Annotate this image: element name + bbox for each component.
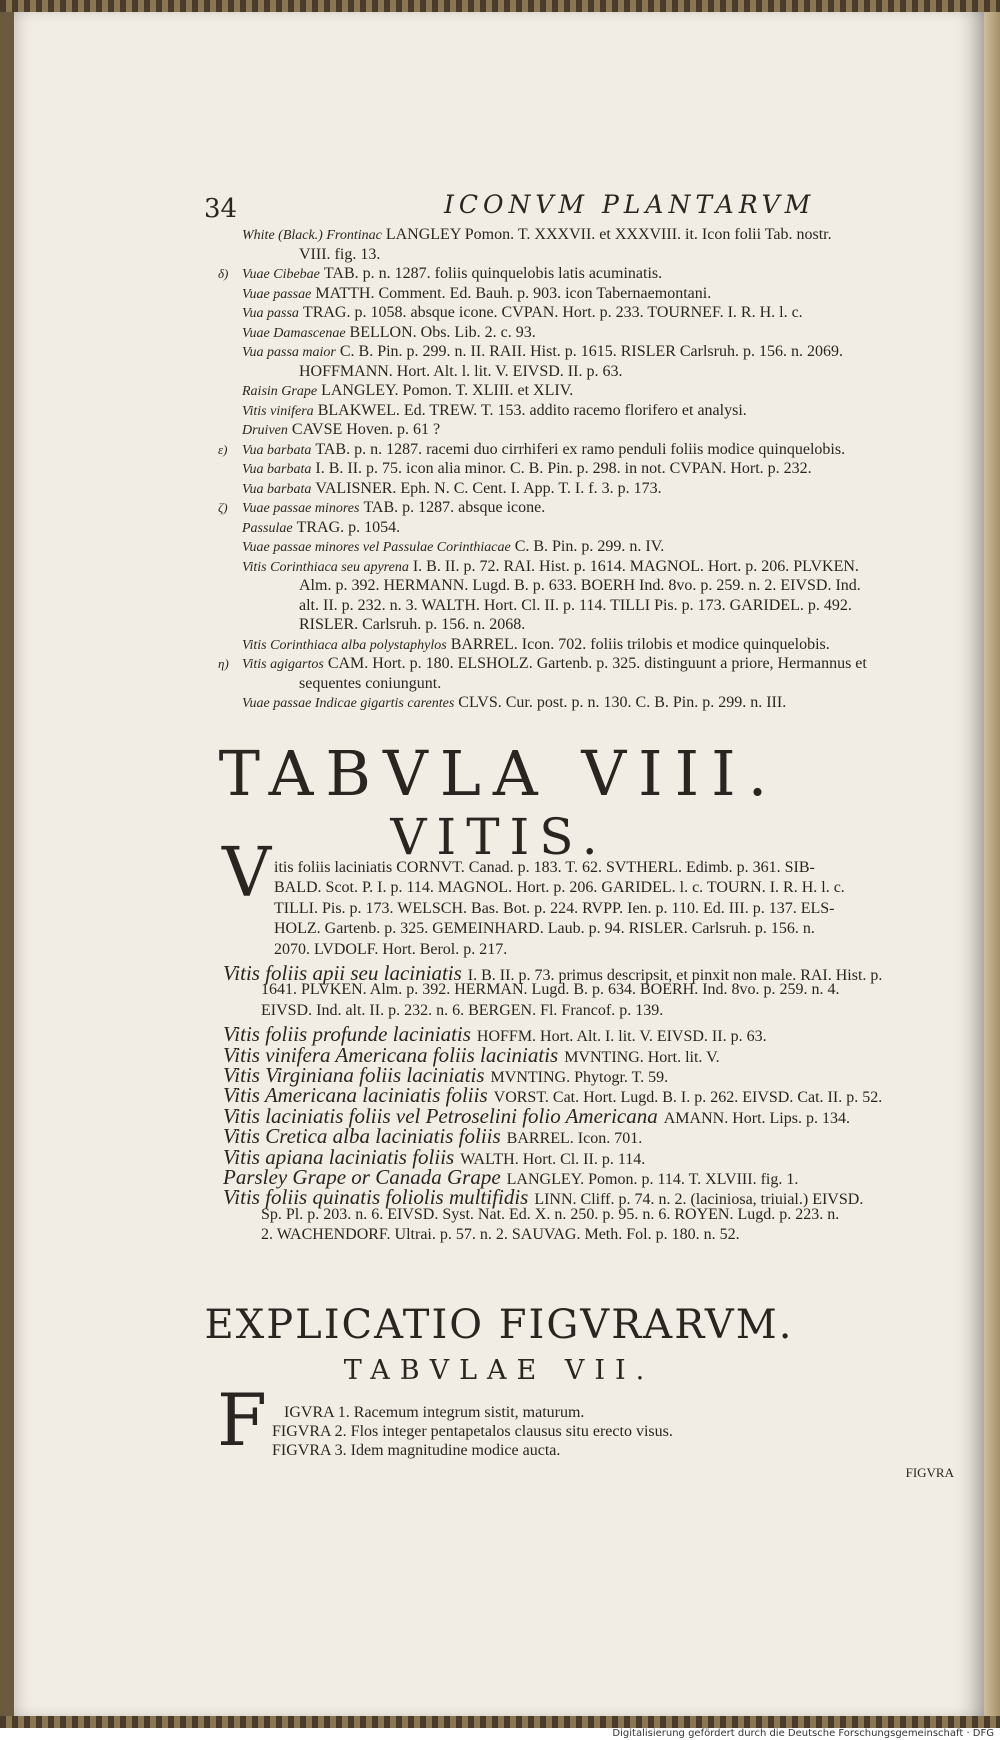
variety-name: Raisin Grape <box>242 384 318 399</box>
running-head: ICONVM PLANTARVM <box>444 190 816 219</box>
reference-line <box>242 420 440 440</box>
synonym-line <box>274 920 815 938</box>
synonym-line <box>274 859 815 877</box>
reference-line <box>242 401 747 421</box>
citation-text: LANGLEY. Pomon. T. XLIII. et XLIV. <box>321 382 574 399</box>
reference-line <box>242 381 573 401</box>
synonym-citation: HOLZ. Gartenb. p. 325. GEMEINHARD. Laub. p. 94. RISLER. Carlsruh. p. 156. n. <box>274 920 815 938</box>
citation-text: HOFFMANN. Hort. Alt. l. lit. V. EIVSD. II. p. 63. <box>299 362 623 380</box>
reference-line <box>218 264 663 284</box>
greek-marker: ε) <box>218 441 228 457</box>
variety-name: Vua barbata <box>242 442 312 458</box>
reference-line <box>242 459 812 479</box>
synonym-name: Vitis Virginiana foliis laciniatis <box>223 1063 485 1087</box>
citation-text: BELLON. Obs. Lib. 2. c. 93. <box>349 323 536 341</box>
reference-line <box>218 440 846 460</box>
citation-text: Alm. p. 392. HERMANN. Lugd. B. p. 633. BOERH Ind. 8vo. p. 259. n. 2. EIVSD. Ind. <box>299 577 861 594</box>
synonym-name: Vitis foliis quinatis foliolis multifidis <box>223 1185 529 1210</box>
synonym-line <box>261 1226 740 1244</box>
reference-line <box>299 615 525 634</box>
tabula-title: TABVLA VIII. <box>218 737 780 810</box>
citation-text: LANGLEY Pomon. T. XXXVII. et XXXVIII. it. Icon folii Tab. nostr. <box>385 226 832 243</box>
synonym-citation: HOFFM. Hort. Alt. I. lit. V. EIVSD. II. p. 63. <box>476 1028 767 1046</box>
synonym-citation: 2070. LVDOLF. Hort. Berol. p. 217. <box>274 940 508 958</box>
reference-line <box>242 518 400 538</box>
digitization-footer: Digitalisierung gefördert durch die Deutsche Forschungsgemeinschaft · DFG <box>0 1728 1000 1740</box>
citation-text: BARREL. Icon. 702. foliis trilobis et modice quinquelobis. <box>450 635 830 653</box>
synonym-citation: AMANN. Hort. Lips. p. 134. <box>663 1109 850 1127</box>
reference-line <box>218 654 867 674</box>
synonym-citation: BARREL. Icon. 701. <box>506 1130 643 1148</box>
variety-name: White (Black.) Frontinac <box>242 228 382 243</box>
reference-line <box>242 225 832 245</box>
figure-caption-3: FIGVRA 3. Idem magnitudine modice aucta. <box>272 1442 561 1459</box>
synonym-line <box>274 900 834 918</box>
citation-text: CAM. Hort. p. 180. ELSHOLZ. Gartenb. p. 325. distinguunt a priore, Hermannus et <box>327 655 867 672</box>
variety-name: Vuae passae minores vel Passulae Corinthiacae <box>242 540 511 555</box>
variety-name: Vua barbata <box>242 481 312 497</box>
citation-text: I. B. II. p. 72. RAI. Hist. p. 1614. MAGNOL. Hort. p. 206. PLVKEN. <box>412 557 859 575</box>
book-page <box>14 12 984 1716</box>
synonym-line <box>261 981 840 999</box>
reference-line <box>242 323 536 343</box>
synonym-citation: MVNTING. Phytogr. T. 59. <box>490 1069 669 1086</box>
synonym-line <box>274 879 845 897</box>
greek-marker: ζ) <box>218 500 228 515</box>
reference-line <box>299 362 622 381</box>
synonym-citation: 1641. PLVKEN. Alm. p. 392. HERMAN. Lugd. B. p. 634. BOERH. Ind. 8vo. p. 259. n. 4. <box>261 981 840 999</box>
reference-line <box>242 479 662 499</box>
synonym-citation: 2. WACHENDORF. Ultrai. p. 57. n. 2. SAUVAG. Meth. Fol. p. 180. n. 52. <box>261 1226 740 1244</box>
variety-name: Vitis vinifera <box>242 403 314 419</box>
explicatio-title: EXPLICATIO FIGVRARVM. <box>204 1302 794 1348</box>
variety-name: Vuae passae Indicae gigartis carentes <box>242 696 455 711</box>
reference-line <box>299 576 861 595</box>
variety-name: Vua passa maior <box>242 345 336 360</box>
drop-cap-v: V <box>222 834 272 913</box>
synonym-name: Parsley Grape or Canada Grape <box>223 1165 501 1189</box>
citation-text: RISLER. Carlsruh. p. 156. n. 2068. <box>299 616 526 633</box>
catchword: FIGVRA <box>905 1465 954 1480</box>
greek-marker: δ) <box>218 266 229 281</box>
reference-line <box>242 342 843 362</box>
citation-text: I. B. II. p. 75. icon alia minor. C. B. Pin. p. 298. in not. CVPAN. Hort. p. 232. <box>315 460 812 477</box>
citation-text: VALISNER. Eph. N. C. Cent. I. App. T. I. f. 3. p. 173. <box>315 479 662 497</box>
book-binding-top <box>0 0 1000 12</box>
reference-line <box>299 596 852 615</box>
synonym-citation: MVNTING. Hort. lit. V. <box>564 1048 720 1066</box>
citation-text: C. B. Pin. p. 299. n. II. RAII. Hist. p. 1615. RISLER Carlsruh. p. 156. n. 2069. <box>339 343 843 360</box>
citation-text: TAB. p. n. 1287. racemi duo cirrhiferi ex ramo penduli foliis modice quinquelobis. <box>315 440 846 458</box>
page-edge <box>984 12 1000 1716</box>
citation-text: TAB. p. n. 1287. foliis quinquelobis latis acuminatis. <box>323 265 663 282</box>
variety-name: Vuae Cibebae <box>242 267 320 282</box>
citation-text: CLVS. Cur. post. p. n. 130. C. B. Pin. p. 299. n. III. <box>458 694 787 711</box>
variety-name: Vuae passae minores <box>242 501 360 516</box>
reference-line <box>242 693 786 713</box>
figure-caption-1: IGVRA 1. Racemum integrum sistit, maturum. <box>284 1404 585 1421</box>
synonym-line <box>261 1206 839 1224</box>
synonym-name: Vitis laciniatis foliis vel Petroselini folio Americana <box>223 1103 658 1128</box>
synonym-citation: BALD. Scot. P. I. p. 114. MAGNOL. Hort. p. 206. GARIDEL. l. c. TOURN. I. R. H. l. c. <box>274 879 845 897</box>
reference-line <box>218 498 546 518</box>
reference-line <box>242 284 711 304</box>
synonym-line <box>261 1002 663 1020</box>
citation-text: CAVSE Hoven. p. 61 ? <box>291 421 441 438</box>
drop-cap-f: F <box>217 1378 267 1462</box>
genus-title: VITIS. <box>390 808 608 866</box>
reference-line <box>242 635 830 655</box>
citation-text: VIII. fig. 13. <box>299 245 381 263</box>
citation-text: sequentes coniungunt. <box>299 674 442 692</box>
reference-line <box>299 674 441 693</box>
citation-text: C. B. Pin. p. 299. n. IV. <box>514 538 665 555</box>
variety-name: Vuae passae <box>242 286 312 302</box>
book-binding-bottom <box>0 1716 1000 1728</box>
synonym-citation: LINN. Cliff. p. 74. n. 2. (laciniosa, triuial.) EIVSD. <box>534 1191 864 1209</box>
reference-line <box>242 303 803 323</box>
variety-name: Vua barbata <box>242 462 312 477</box>
variety-name: Vuae Damascenae <box>242 325 346 341</box>
figure-caption-2: FIGVRA 2. Flos integer pentapetalos clausus situ erecto visus. <box>272 1423 673 1440</box>
variety-name: Vitis agigartos <box>242 657 324 672</box>
variety-name: Vua passa <box>242 306 299 321</box>
variety-name: Druiven <box>242 423 288 438</box>
page-number: 34 <box>204 194 238 224</box>
variety-name: Vitis Corinthiaca seu apyrena <box>242 559 409 575</box>
variety-name: Passulae <box>242 520 293 536</box>
synonym-citation: WALTH. Hort. Cl. II. p. 114. <box>460 1150 646 1168</box>
reference-line <box>299 245 380 264</box>
citation-text: alt. II. p. 232. n. 3. WALTH. Hort. Cl. II. p. 114. TILLI Pis. p. 173. GARIDEL. p. 492. <box>299 596 852 614</box>
synonym-line <box>274 941 507 959</box>
synonym-name: Vitis Cretica alba laciniatis foliis <box>223 1124 501 1149</box>
variety-name: Vitis Corinthiaca alba polystaphylos <box>242 637 447 653</box>
synonym-citation: I. B. II. p. 73. primus descripsit, et pinxit non male. RAI. Hist. p. <box>467 967 883 984</box>
synonym-citation: VORST. Cat. Hort. Lugd. B. I. p. 262. EIVSD. Cat. II. p. 52. <box>493 1089 883 1107</box>
citation-text: MATTH. Comment. Ed. Bauh. p. 903. icon Tabernaemontani. <box>315 284 712 302</box>
citation-text: BLAKWEL. Ed. TREW. T. 153. addito racemo florifero et analysi. <box>317 401 747 419</box>
synonym-name: Vitis apiana laciniatis foliis <box>223 1144 455 1169</box>
citation-text: TRAG. p. 1054. <box>296 518 401 536</box>
reference-line <box>242 557 859 577</box>
synonym-citation: TILLI. Pis. p. 173. WELSCH. Bas. Bot. p. 224. RVPP. Ien. p. 110. Ed. III. p. 137. ELS- <box>274 899 835 917</box>
synonym-citation: EIVSD. Ind. alt. II. p. 232. n. 6. BERGEN. Fl. Francof. p. 139. <box>261 1001 664 1019</box>
synonym-citation: LANGLEY. Pomon. p. 114. T. XLVIII. fig. 1. <box>506 1171 799 1188</box>
synonym-citation: itis foliis laciniatis CORNVT. Canad. p. 183. T. 62. SVTHERL. Edimb. p. 361. SIB- <box>274 859 815 876</box>
synonym-name: Vitis foliis profunde laciniatis <box>223 1022 471 1047</box>
citation-text: TRAG. p. 1058. absque icone. CVPAN. Hort. p. 233. TOURNEF. I. R. H. l. c. <box>302 304 803 321</box>
citation-text: TAB. p. 1287. absque icone. <box>363 499 546 516</box>
synonym-citation: Sp. Pl. p. 203. n. 6. EIVSD. Syst. Nat. Ed. X. n. 250. p. 95. n. 6. ROYEN. Lugd. p. 223. n. <box>261 1205 840 1223</box>
synonym-name: Vitis Americana laciniatis foliis <box>223 1083 488 1108</box>
tabulae-title: TABVLAE VII. <box>343 1355 655 1386</box>
reference-line <box>242 537 664 557</box>
synonym-name: Vitis foliis apii seu laciniatis <box>223 961 462 985</box>
greek-marker: η) <box>218 656 229 671</box>
synonym-name: Vitis vinifera Americana foliis laciniatis <box>223 1042 559 1067</box>
